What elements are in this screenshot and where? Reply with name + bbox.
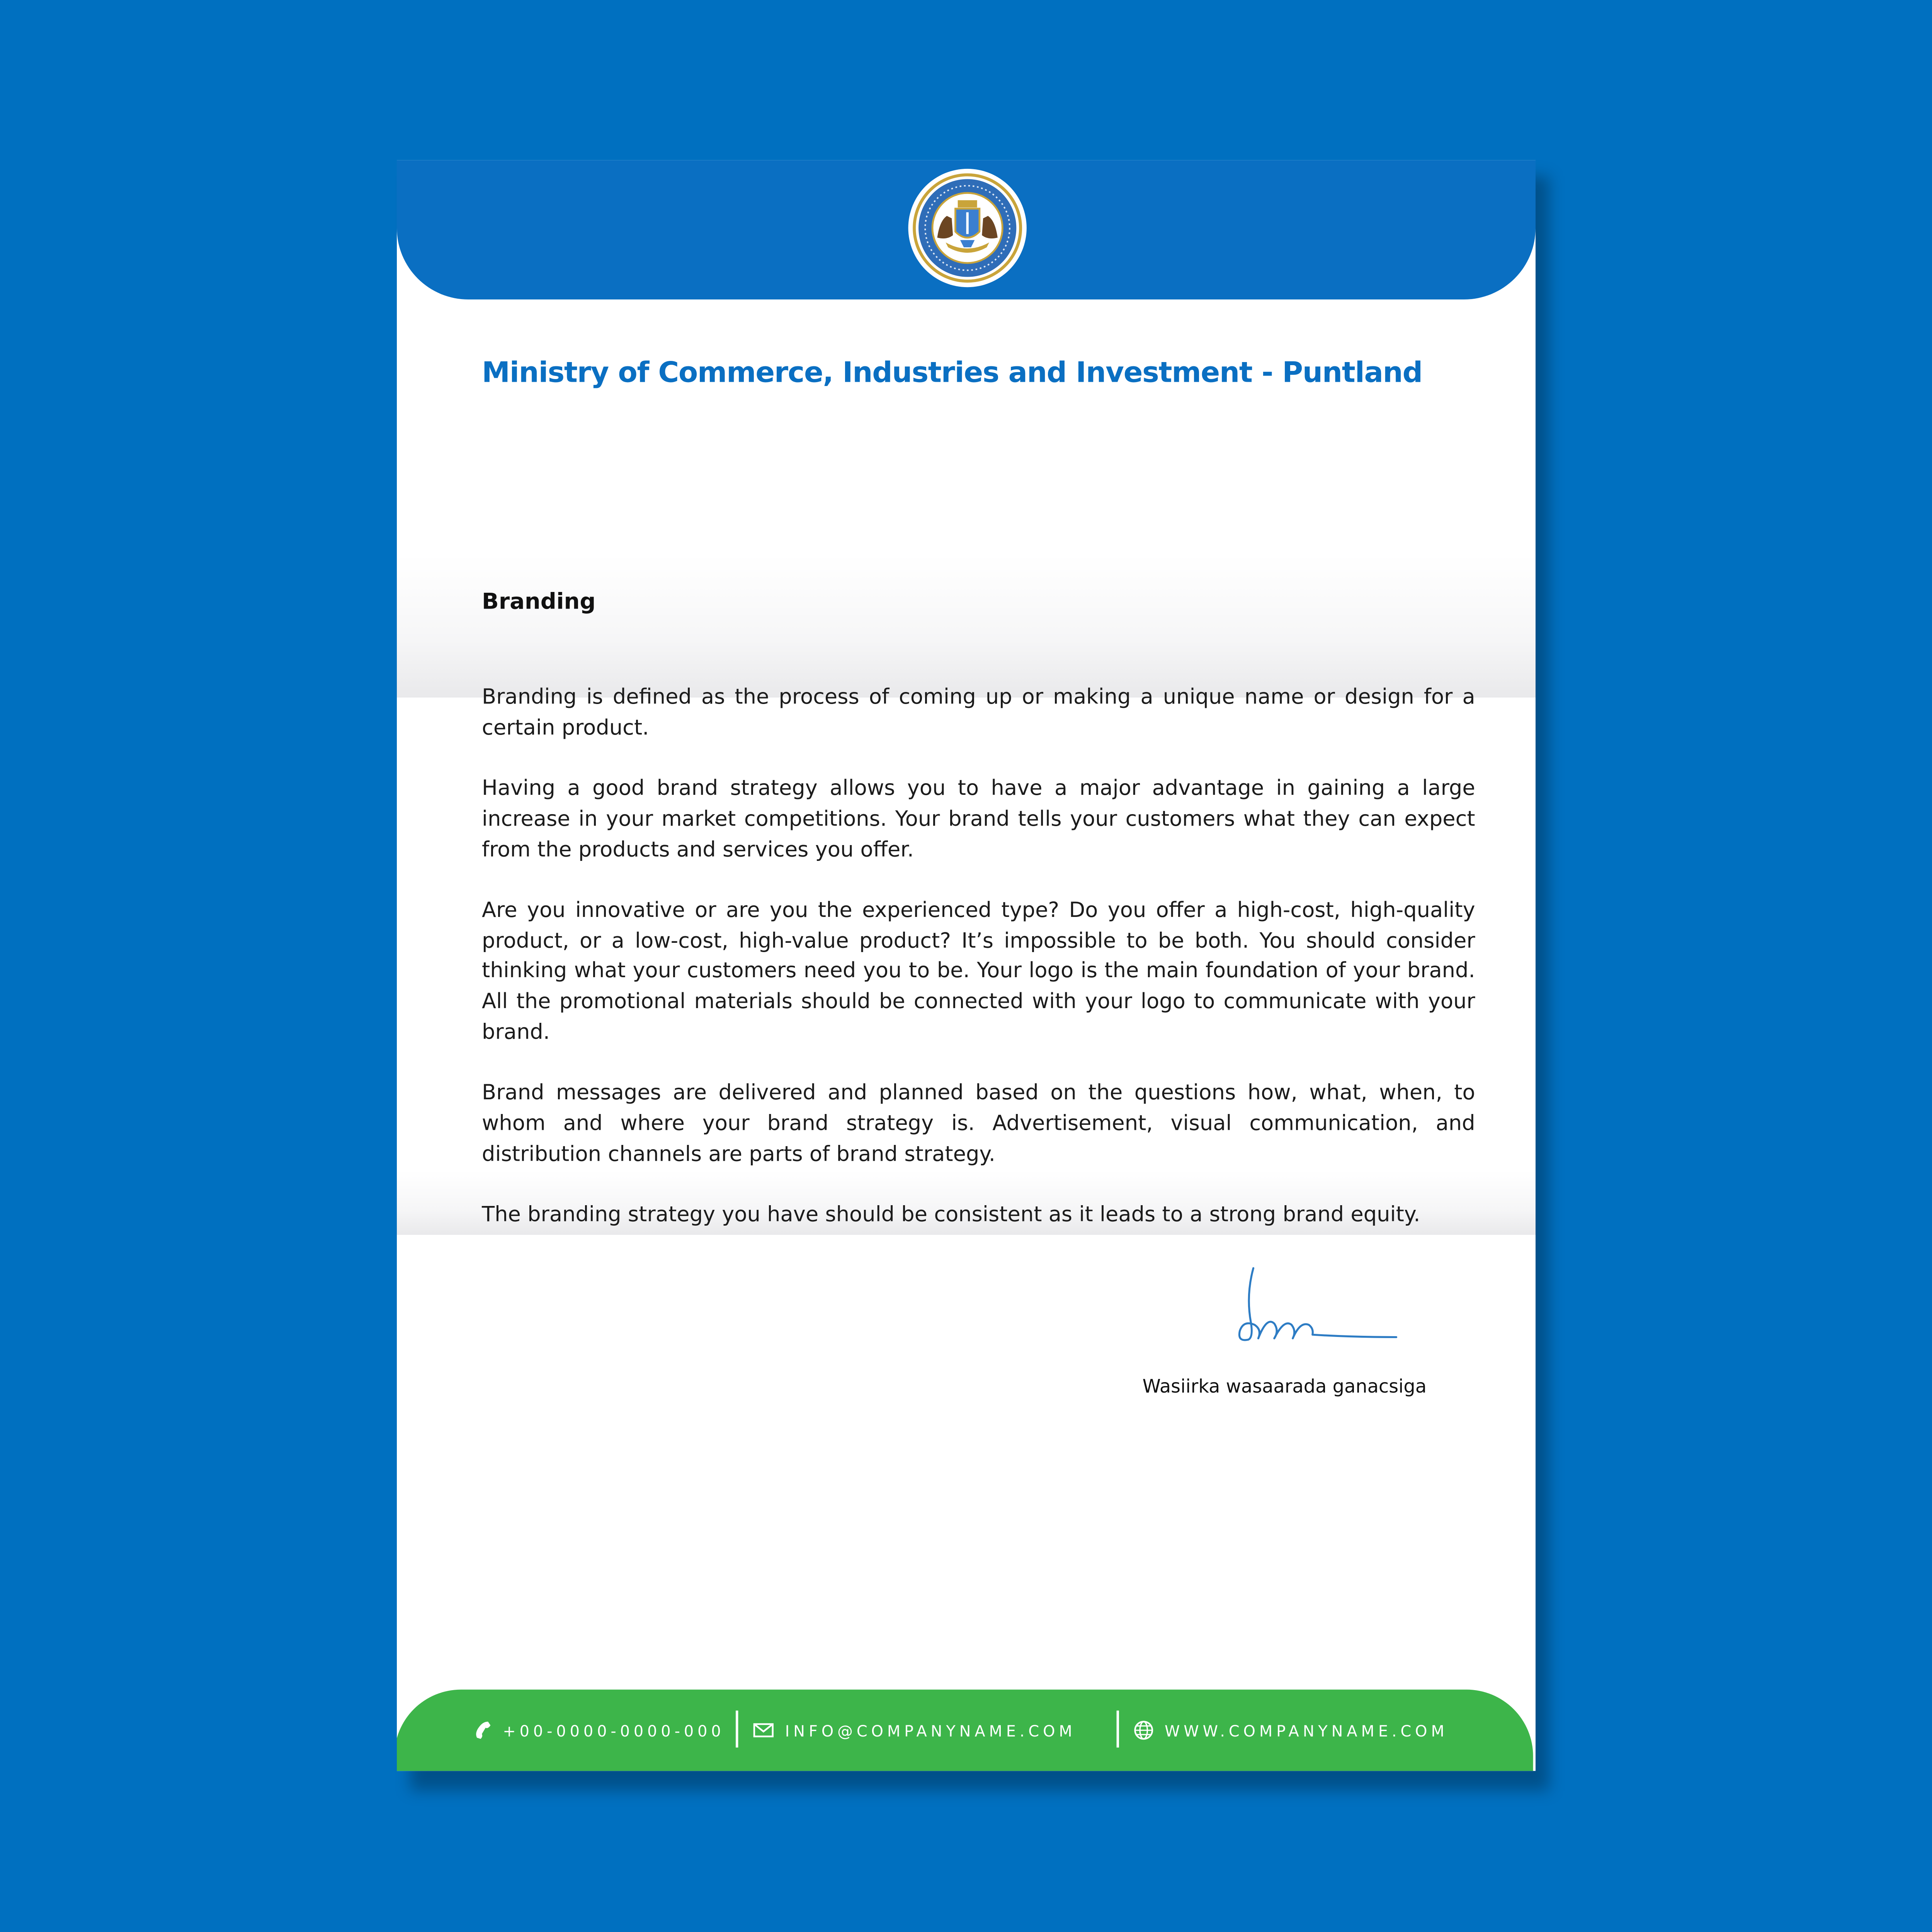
body-paragraph: Having a good brand strategy allows you to have a major advantage in gaining a large increase in your market competitions. Your brand tells your customers what they can expect from the products and services you offer. <box>482 776 1475 862</box>
shaded-band <box>397 554 1536 697</box>
footer-email <box>753 1716 1076 1745</box>
email-address: INFO@COMPANYNAME.COM <box>785 1721 1076 1740</box>
letter-body <box>482 683 1475 1261</box>
globe-icon <box>1134 1720 1153 1740</box>
phone-icon <box>474 1720 492 1740</box>
organization-title: Ministry of Commerce, Industries and Investment - Puntland <box>482 357 1422 389</box>
body-paragraph: Are you innovative or are you the experienced type? Do you offer a high-cost, high-quality product, or a low-cost, high-value product? It’s impossible to be both. You should consider thinking what your customers need you to be. Your logo is the main foundation of your brand. All the promotional materials should be connected with your logo to communicate with your brand. <box>482 898 1475 1045</box>
letter-heading: Branding <box>482 589 596 615</box>
footer-divider <box>1117 1711 1119 1748</box>
letterhead-sheet <box>397 160 1536 1771</box>
envelope-icon <box>753 1723 774 1738</box>
signer-title: Wasiirka wasaarada ganacsiga <box>1142 1375 1427 1398</box>
phone-number: +00-0000-0000-000 <box>503 1721 725 1740</box>
footer-divider <box>736 1711 738 1748</box>
body-paragraph: Brand messages are delivered and planned based on the questions how, what, when, to whom and where your brand strategy is. Advertisement, visual communication, and distribution channels are parts of brand strategy. <box>482 1081 1475 1167</box>
body-paragraph: The branding strategy you have should be consistent as it leads to a strong brand equity. <box>482 1202 1420 1228</box>
ministry-seal-icon <box>907 168 1028 289</box>
footer-phone <box>474 1716 725 1745</box>
website-url: WWW.COMPANYNAME.COM <box>1164 1721 1448 1740</box>
footer-website <box>1134 1716 1448 1745</box>
signature-icon <box>1229 1263 1401 1355</box>
body-paragraph: Branding is defined as the process of coming up or making a unique name or design for a certain product. <box>482 685 1475 740</box>
